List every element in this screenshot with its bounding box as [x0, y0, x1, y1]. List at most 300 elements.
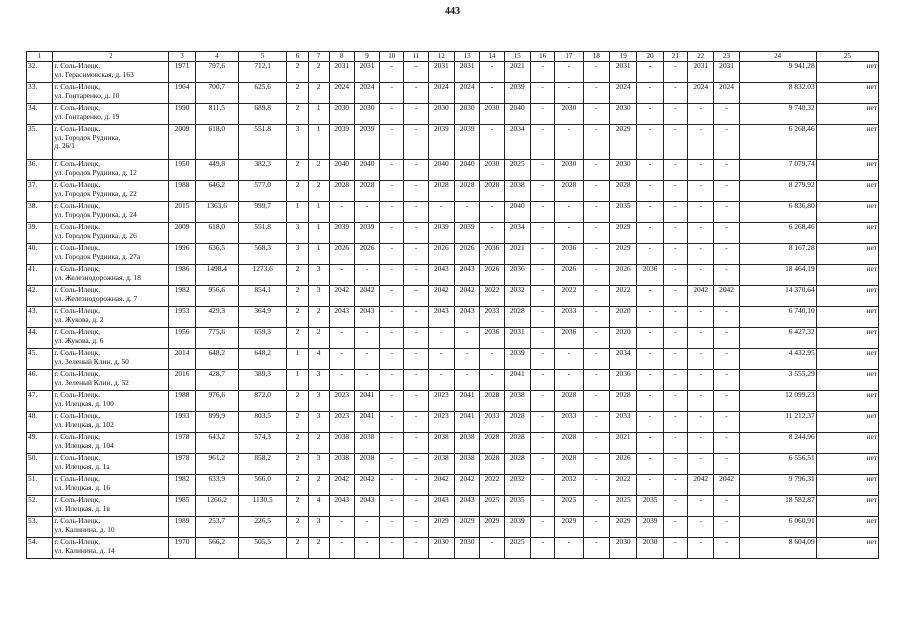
row-number-cell: 38. [27, 202, 53, 223]
table-cell: 2030 [428, 104, 454, 125]
row-number-cell: 36. [27, 160, 53, 181]
table-cell: 2021 [504, 244, 530, 265]
table-cell: 2039 [428, 125, 454, 160]
table-cell: 1 [308, 244, 329, 265]
table-cell: 2 [287, 328, 308, 349]
table-cell: - [583, 538, 609, 559]
table-cell: 2033 [555, 307, 583, 328]
address-line: ул. Железнодорожная, д. 18 [54, 272, 141, 282]
table-cell: - [380, 412, 404, 433]
table-cell: 2009 [169, 125, 195, 160]
table-cell: 2026 [455, 244, 480, 265]
address-line: г. Соль-Илецк, [54, 243, 100, 252]
table-cell: 961,2 [195, 454, 238, 475]
table-cell: - [555, 349, 583, 370]
table-cell: - [714, 160, 739, 181]
table-cell: 2043 [354, 307, 379, 328]
table-cell: 2043 [455, 496, 480, 517]
table-cell: - [663, 328, 687, 349]
table-cell: 1982 [169, 286, 195, 307]
table-cell: 2028 [480, 433, 504, 454]
row-number-cell: 41. [27, 265, 53, 286]
table-cell: 2030 [610, 538, 637, 559]
table-cell: 551,8 [238, 125, 287, 160]
table-cell: 858,2 [238, 454, 287, 475]
table-cell: - [404, 538, 428, 559]
table-cell: - [380, 433, 404, 454]
table-cell: 2043 [354, 496, 379, 517]
cost-cell: 18 464,19 [739, 265, 816, 286]
table-cell: - [329, 349, 354, 370]
table-cell: - [637, 62, 663, 83]
table-cell: - [583, 475, 609, 496]
row-number-cell: 32. [27, 62, 53, 83]
address-line: г. Соль-Илецк, [54, 222, 100, 231]
table-cell: 2042 [354, 475, 379, 496]
table-cell: 2028 [480, 454, 504, 475]
table-cell: 389,3 [238, 370, 287, 391]
table-cell: - [329, 328, 354, 349]
table-cell: - [663, 307, 687, 328]
column-number: 16 [530, 52, 554, 62]
column-number: 3 [169, 52, 195, 62]
table-cell: 226,5 [238, 517, 287, 538]
table-cell: - [530, 223, 554, 244]
table-row [27, 454, 879, 475]
table-cell: 899,9 [195, 412, 238, 433]
table-cell: 2032 [555, 475, 583, 496]
table-cell: - [380, 517, 404, 538]
table-cell: - [404, 160, 428, 181]
table-cell: 2043 [455, 307, 480, 328]
table-cell: - [530, 181, 554, 202]
status-cell: нет [816, 307, 878, 328]
address-cell [53, 202, 169, 223]
column-number: 18 [583, 52, 609, 62]
table-cell: 2041 [504, 370, 530, 391]
table-cell: 2036 [637, 265, 663, 286]
column-number-row [27, 52, 879, 62]
address-cell [53, 328, 169, 349]
table-cell: 1986 [169, 265, 195, 286]
table-cell: 1964 [169, 83, 195, 104]
table-cell: - [583, 104, 609, 125]
table-cell: 4 [308, 349, 329, 370]
table-cell: - [663, 286, 687, 307]
table-cell: 1989 [169, 517, 195, 538]
address-line: ул. Зеленый Клин, д. 52 [54, 377, 129, 387]
table-cell: - [714, 391, 739, 412]
table-cell: 643,2 [195, 433, 238, 454]
table-cell: 2031 [504, 328, 530, 349]
table-cell: - [404, 286, 428, 307]
table-cell: - [530, 62, 554, 83]
table-cell: 2032 [504, 475, 530, 496]
table-cell: 2038 [504, 181, 530, 202]
table-cell: - [555, 538, 583, 559]
table-cell: 551,8 [238, 223, 287, 244]
address-line: ул. Илецкая, д. 102 [54, 419, 114, 429]
table-cell: 2043 [455, 265, 480, 286]
table-cell: - [583, 62, 609, 83]
table-cell: - [480, 538, 504, 559]
table-cell: 2025 [555, 496, 583, 517]
table-row [27, 517, 879, 538]
table-cell: 2 [308, 181, 329, 202]
address-line: ул. Зеленый Клин, д. 50 [54, 356, 129, 366]
table-row [27, 265, 879, 286]
status-cell: нет [816, 412, 878, 433]
table-cell: - [404, 475, 428, 496]
row-number-cell: 52. [27, 496, 53, 517]
table-cell: - [714, 223, 739, 244]
table-cell: - [663, 475, 687, 496]
table-cell: - [455, 349, 480, 370]
table-cell: - [663, 160, 687, 181]
table-cell: 577,0 [238, 181, 287, 202]
table-cell: 811,5 [195, 104, 238, 125]
table-cell: 2 [308, 328, 329, 349]
table-cell: 2021 [504, 62, 530, 83]
address-cell [53, 517, 169, 538]
table-cell: - [688, 244, 714, 265]
column-number: 11 [404, 52, 428, 62]
cost-cell: 6 740,10 [739, 307, 816, 328]
cost-cell: 4 432,95 [739, 349, 816, 370]
table-cell: - [583, 181, 609, 202]
table-cell: 2042 [428, 286, 454, 307]
table-cell: - [637, 223, 663, 244]
table-cell: - [380, 391, 404, 412]
table-cell: - [663, 83, 687, 104]
table-cell: - [380, 83, 404, 104]
table-cell: - [583, 370, 609, 391]
table-cell: 1950 [169, 160, 195, 181]
table-cell: 1 [308, 223, 329, 244]
table-cell: 574,3 [238, 433, 287, 454]
table-cell: 3 [287, 244, 308, 265]
table-cell: - [714, 349, 739, 370]
table-cell: - [380, 125, 404, 160]
table-cell: 712,1 [238, 62, 287, 83]
address-cell [53, 244, 169, 265]
column-number: 21 [663, 52, 687, 62]
table-cell: 2041 [354, 412, 379, 433]
table-cell: 2 [287, 286, 308, 307]
status-cell: нет [816, 181, 878, 202]
table-cell: - [714, 433, 739, 454]
table-cell: - [404, 62, 428, 83]
table-cell: - [663, 125, 687, 160]
table-cell: 3 [308, 391, 329, 412]
address-line: г. Соль-Илецк, [54, 285, 100, 294]
cost-cell: 8 832,03 [739, 83, 816, 104]
table-cell: 2028 [428, 181, 454, 202]
table-cell: 429,3 [195, 307, 238, 328]
table-cell: 2042 [455, 475, 480, 496]
table-cell: 2036 [555, 328, 583, 349]
table-cell: 2043 [329, 496, 354, 517]
table-cell: - [663, 412, 687, 433]
table-row [27, 370, 879, 391]
column-number: 7 [308, 52, 329, 62]
table-cell: - [530, 475, 554, 496]
table-cell: 2035 [610, 202, 637, 223]
address-line: г. Соль-Илецк, [54, 82, 100, 91]
table-cell: 2028 [354, 181, 379, 202]
table-cell: - [555, 83, 583, 104]
table-cell: 2 [308, 433, 329, 454]
table-row [27, 433, 879, 454]
page-number: 443 [445, 6, 460, 17]
row-number-cell: 46. [27, 370, 53, 391]
table-cell: 2016 [169, 370, 195, 391]
table-cell: 2034 [610, 349, 637, 370]
table-cell: - [480, 202, 504, 223]
table-cell: 2009 [169, 223, 195, 244]
table-cell: 2 [287, 496, 308, 517]
table-cell: - [354, 538, 379, 559]
table-cell: - [688, 160, 714, 181]
table-cell: 2024 [329, 83, 354, 104]
address-cell [53, 349, 169, 370]
table-cell: - [663, 538, 687, 559]
column-number: 25 [816, 52, 878, 62]
table-cell: - [530, 538, 554, 559]
table-cell: 1 [287, 202, 308, 223]
address-line: ул. Городок Рудника, [54, 132, 121, 142]
table-cell: - [714, 496, 739, 517]
table-cell: - [583, 286, 609, 307]
column-number: 10 [380, 52, 404, 62]
table-cell: 2038 [329, 433, 354, 454]
table-cell: - [380, 370, 404, 391]
table-cell: 618,0 [195, 125, 238, 160]
table-cell: - [530, 433, 554, 454]
table-cell: - [688, 454, 714, 475]
address-line: ул. Городок Рудника, д. 26 [54, 230, 137, 240]
table-cell: 2039 [428, 223, 454, 244]
address-line: ул. Илецкая, д. 16 [54, 482, 111, 492]
cost-cell: 8 604,09 [739, 538, 816, 559]
table-cell: 2024 [455, 83, 480, 104]
cost-cell: 6 427,32 [739, 328, 816, 349]
table-cell: 999,7 [238, 202, 287, 223]
table-cell: 633,9 [195, 475, 238, 496]
table-cell: 2041 [455, 412, 480, 433]
table-cell: - [637, 307, 663, 328]
table-cell: 2028 [480, 391, 504, 412]
table-cell: 2026 [329, 244, 354, 265]
table-cell: 2039 [354, 125, 379, 160]
table-cell: 2028 [504, 454, 530, 475]
table-cell: - [583, 83, 609, 104]
table-cell: 2030 [354, 104, 379, 125]
table-cell: 3 [308, 370, 329, 391]
table-cell: - [637, 244, 663, 265]
table-cell: 3 [308, 286, 329, 307]
table-cell: 2026 [610, 454, 637, 475]
cost-cell: 12 099,23 [739, 391, 816, 412]
table-cell: 2028 [610, 181, 637, 202]
table-cell: - [404, 412, 428, 433]
table-cell: - [455, 328, 480, 349]
table-cell: 2030 [480, 160, 504, 181]
table-cell: - [583, 433, 609, 454]
table-row [27, 328, 879, 349]
table-cell: 2 [287, 62, 308, 83]
table-cell: - [663, 265, 687, 286]
table-cell: 1982 [169, 475, 195, 496]
table-cell: - [714, 517, 739, 538]
table-cell: 1988 [169, 391, 195, 412]
table-cell: 2039 [504, 349, 530, 370]
status-cell: нет [816, 244, 878, 265]
table-cell: - [404, 202, 428, 223]
column-number: 24 [739, 52, 816, 62]
table-cell: 2026 [555, 265, 583, 286]
status-cell: нет [816, 202, 878, 223]
table-cell: - [688, 202, 714, 223]
table-cell: - [714, 202, 739, 223]
table-cell: - [404, 370, 428, 391]
table-cell: 1988 [169, 181, 195, 202]
table-cell: 2026 [610, 265, 637, 286]
table-cell: - [663, 370, 687, 391]
table-cell: - [663, 517, 687, 538]
table-cell: 1953 [169, 307, 195, 328]
table-cell: - [637, 370, 663, 391]
table-cell: 2036 [555, 244, 583, 265]
table-cell: 505,5 [238, 538, 287, 559]
address-line: ул. Железнодорожная, д. 7 [54, 293, 138, 303]
table-cell: 2028 [504, 412, 530, 433]
address-cell [53, 286, 169, 307]
table-cell: 2 [287, 433, 308, 454]
table-cell: 2041 [354, 391, 379, 412]
table-cell: 364,9 [238, 307, 287, 328]
table-cell: - [380, 307, 404, 328]
table-cell: - [688, 181, 714, 202]
table-cell: 2039 [455, 125, 480, 160]
table-cell: 1978 [169, 433, 195, 454]
table-cell: - [380, 160, 404, 181]
table-cell: 2040 [504, 104, 530, 125]
table-cell: - [663, 454, 687, 475]
table-cell: 2022 [610, 475, 637, 496]
address-line: г. Соль-Илецк, [54, 264, 100, 273]
table-row [27, 202, 879, 223]
table-cell: - [530, 454, 554, 475]
table-cell: - [329, 265, 354, 286]
column-number: 8 [329, 52, 354, 62]
table-cell: 2042 [428, 475, 454, 496]
table-cell: - [354, 202, 379, 223]
status-cell: нет [816, 496, 878, 517]
column-number: 4 [195, 52, 238, 62]
table-cell: - [637, 349, 663, 370]
row-number-cell: 54. [27, 538, 53, 559]
table-cell: 2043 [428, 496, 454, 517]
table-row [27, 538, 879, 559]
table-cell: - [688, 265, 714, 286]
address-line: г. Соль-Илецк, [54, 516, 100, 525]
table-cell: - [530, 83, 554, 104]
table-cell: - [637, 181, 663, 202]
table-cell: 2 [287, 454, 308, 475]
table-cell: 2024 [688, 83, 714, 104]
cost-cell: 6 060,91 [739, 517, 816, 538]
table-cell: - [455, 370, 480, 391]
table-cell: - [354, 265, 379, 286]
status-cell: нет [816, 433, 878, 454]
table-cell: 636,5 [195, 244, 238, 265]
table-cell: 2024 [714, 83, 739, 104]
address-cell [53, 391, 169, 412]
address-cell [53, 104, 169, 125]
cost-cell: 3 555,29 [739, 370, 816, 391]
status-cell: нет [816, 125, 878, 160]
table-cell: - [530, 104, 554, 125]
address-line: ул. Городок Рудника, д. 12 [54, 167, 137, 177]
table-cell: 3 [308, 517, 329, 538]
table-cell: - [714, 370, 739, 391]
table-cell: 2 [287, 475, 308, 496]
table-cell: 2036 [610, 370, 637, 391]
table-cell: - [428, 202, 454, 223]
table-cell: - [380, 328, 404, 349]
table-cell: - [663, 244, 687, 265]
address-line: ул. Жукова, д. 6 [54, 335, 104, 345]
cost-cell: 8 167,28 [739, 244, 816, 265]
column-number: 17 [555, 52, 583, 62]
table-cell: 2024 [354, 83, 379, 104]
address-line: г. Соль-Илецк, [54, 61, 100, 70]
table-cell: 2039 [329, 223, 354, 244]
table-cell: - [455, 202, 480, 223]
table-cell: 700,7 [195, 83, 238, 104]
table-cell: 2020 [610, 307, 637, 328]
table-cell: - [583, 265, 609, 286]
table-cell: 2028 [329, 181, 354, 202]
cost-cell: 9 941,28 [739, 62, 816, 83]
table-cell: - [637, 286, 663, 307]
table-cell: - [637, 391, 663, 412]
status-cell: нет [816, 349, 878, 370]
table-row [27, 391, 879, 412]
table-cell: 625,6 [238, 83, 287, 104]
table-cell: - [530, 160, 554, 181]
table-cell: 2 [308, 307, 329, 328]
table-cell: 2 [287, 307, 308, 328]
cost-cell: 8 244,96 [739, 433, 816, 454]
table-cell: - [480, 223, 504, 244]
row-number-cell: 43. [27, 307, 53, 328]
table-cell: 2023 [329, 391, 354, 412]
column-number: 1 [27, 52, 53, 62]
table-cell: 2030 [610, 160, 637, 181]
status-cell: нет [816, 370, 878, 391]
row-number-cell: 50. [27, 454, 53, 475]
table-cell: 2039 [354, 223, 379, 244]
table-cell: - [714, 265, 739, 286]
table-cell: 2038 [455, 454, 480, 475]
address-line: г. Соль-Илецк, [54, 390, 100, 399]
table-cell: 2031 [329, 62, 354, 83]
table-cell: 2030 [428, 538, 454, 559]
address-line: г. Соль-Илецк, [54, 348, 100, 357]
table-cell: 2 [308, 83, 329, 104]
